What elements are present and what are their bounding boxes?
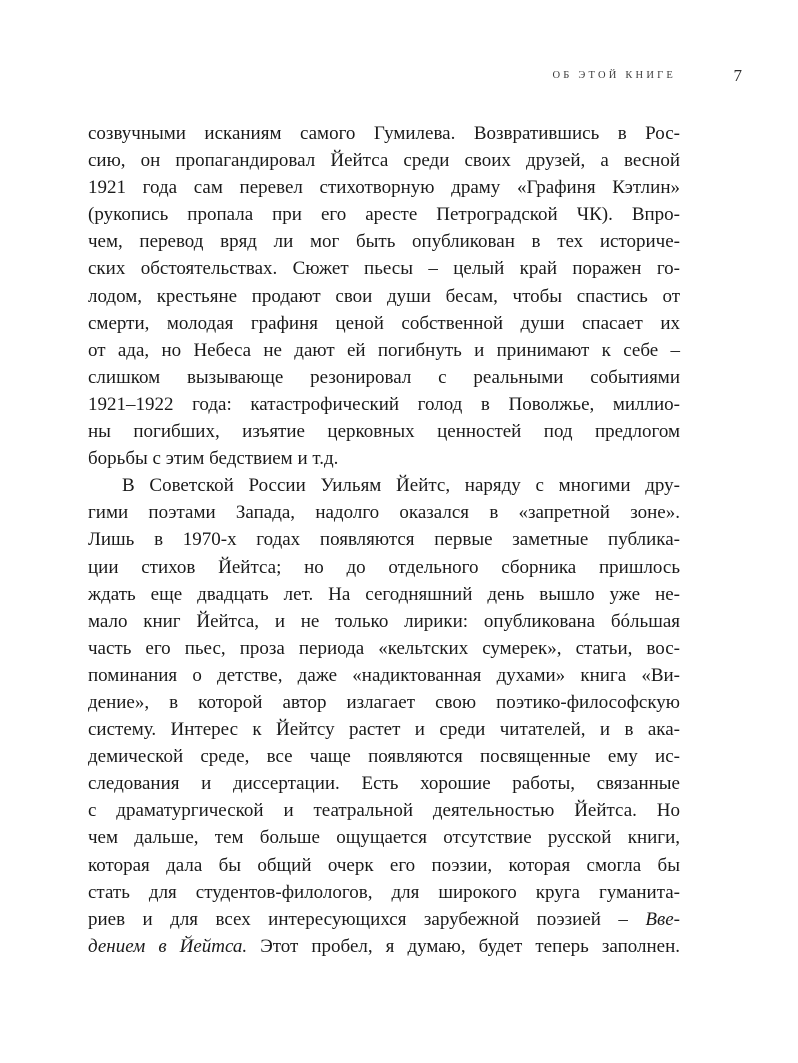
- text-line: ждать еще двадцать лет. На сегодняшний день вышло уже не-: [88, 583, 680, 605]
- text-line: демической среде, все чаще появляются посвященные ему ис-: [88, 746, 680, 768]
- text-line: с драматургической и театральной деятельностью Йейтса. Но: [88, 800, 680, 822]
- text-line: дение», в которой автор излагает свою поэтико-философскую: [88, 691, 680, 713]
- text-line: которая дала бы общий очерк его поэзии, которая смогла бы: [88, 854, 680, 876]
- text-line: от ада, но Небеса не дают ей погибнуть и принимают к себе –: [88, 339, 680, 361]
- final-sentence: Этот пробел, я думаю, будет теперь заполнен.: [247, 935, 680, 957]
- text-line: чем, перевод вряд ли мог быть опубликован в тех историче-: [88, 231, 680, 253]
- text-line: 1921–1922 года: катастрофический голод в Поволжье, миллио-: [88, 393, 680, 415]
- text-line: гими поэтами Запада, надолго оказался в «запретной зоне».: [88, 502, 680, 524]
- text-line: (рукопись пропала при его аресте Петроградской ЧК). Впро-: [88, 204, 680, 226]
- text-line: ции стихов Йейтса; но до отдельного сборника пришлось: [88, 556, 680, 578]
- paragraph-end-line: борьбы с этим бедствием и т.д.: [88, 448, 339, 470]
- text-line: созвучными исканиям самого Гумилева. Возвратившись в Рос-: [88, 123, 680, 144]
- text-line: смерти, молодая графиня ценой собственной души спасает их: [88, 312, 680, 334]
- text-line: чем дальше, тем больше ощущается отсутствие русской книги,: [88, 827, 680, 849]
- italic-book-title: Вве-: [645, 908, 681, 930]
- body-text: [88, 120, 680, 960]
- paragraph-start-line: В Советской России Уильям Йейтс, наряду с многими дру-: [122, 475, 680, 497]
- text-line: следования и диссертации. Есть хорошие работы, связанные: [88, 773, 680, 795]
- text-line: лодом, крестьяне продают свои души бесам, чтобы спастись от: [88, 285, 680, 307]
- text-line: сию, он пропагандировал Йейтса среди своих друзей, а весной: [88, 150, 680, 172]
- page-number: 7: [733, 66, 742, 85]
- text-line: Лишь в 1970-х годах появляются первые заметные публика-: [88, 529, 680, 551]
- text-line: 1921 года сам перевел стихотворную драму «Графиня Кэтлин»: [88, 177, 680, 199]
- text-line: ны погибших, изъятие церковных ценностей под предлогом: [88, 421, 680, 443]
- text-line-with-italic: [88, 906, 680, 933]
- final-line: [88, 933, 680, 960]
- text-line: систему. Интерес к Йейтсу растет и среди читателей, и в ака-: [88, 719, 680, 741]
- text-fragment: риев и для всех интересующихся зарубежной поэзией –: [88, 908, 628, 930]
- text-line: стать для студентов-филологов, для широкого круга гуманита-: [88, 881, 680, 903]
- running-head: [0, 66, 798, 90]
- section-title: ОБ ЭТОЙ КНИГЕ: [552, 70, 676, 81]
- italic-book-title-continued: дением в Йейтса.: [88, 935, 248, 957]
- text-line: ских обстоятельствах. Сюжет пьесы – целый край поражен го-: [88, 258, 680, 280]
- text-line: поминания о детстве, даже «надиктованная духами» книга «Ви-: [88, 664, 680, 686]
- text-line: мало книг Йейтса, и не только лирики: опубликована бóльшая: [88, 610, 680, 632]
- text-line: слишком вызывающе резонировал с реальными событиями: [88, 366, 680, 388]
- text-line: часть его пьес, проза периода «кельтских сумерек», статьи, вос-: [88, 637, 680, 659]
